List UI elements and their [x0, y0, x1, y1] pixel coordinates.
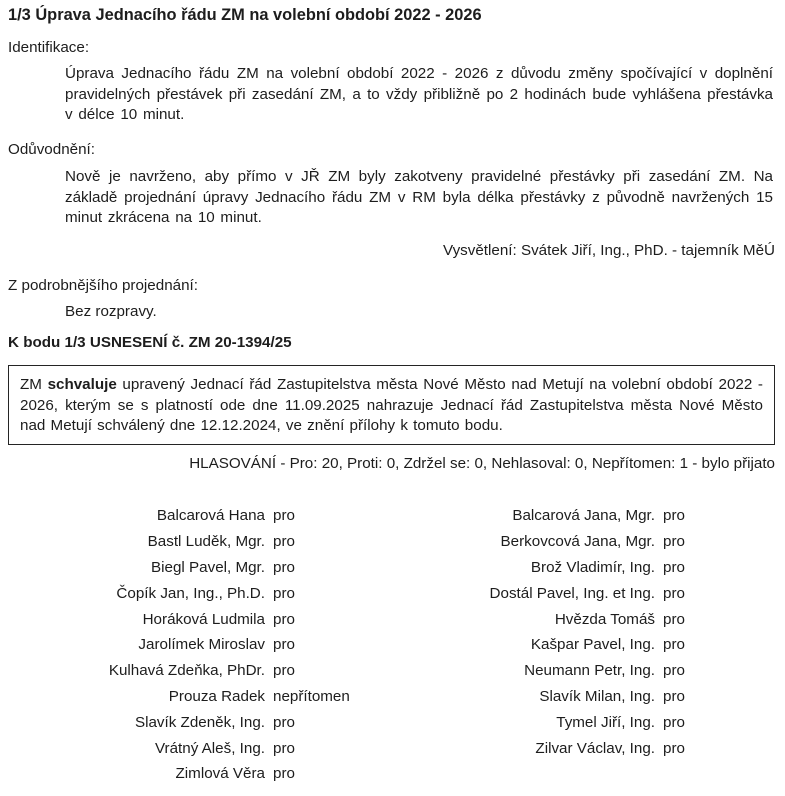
vote-value: pro: [663, 533, 685, 551]
voter-name: Neumann Petr, Ing.: [524, 662, 655, 680]
discussion-text: Bez rozpravy.: [65, 303, 157, 320]
explanation-line: Vysvětlení: Svátek Jiří, Ing., PhD. - tajemník MěÚ: [443, 242, 775, 259]
voting-table: [0, 503, 785, 787]
vote-value: pro: [663, 636, 685, 654]
vote-value: pro: [663, 584, 685, 602]
vote-value: pro: [273, 662, 295, 680]
vote-value: pro: [663, 687, 685, 705]
voter-name: Jarolímek Miroslav: [138, 636, 265, 654]
voter-name: Balcarová Hana: [156, 507, 265, 525]
discussion-label: Z podrobnějšího projednání:: [8, 277, 198, 294]
vote-value: nepřítomen: [273, 687, 350, 705]
vote-value: pro: [273, 584, 295, 602]
resolution-body: upravený Jednací řád Zastupitelstva města Nové Město nad Metují na volební období 2022 - 2026, kterým se s platností ode dne 11.09.2025 nahrazuje Jednací řád Zastupitelstva města Nové Město nad Metují schválený dne 12.12.2024, ve znění přílohy k tomuto bodu.: [20, 376, 763, 434]
resolution-verb: schvaluje: [47, 376, 117, 393]
resolution-prefix: ZM: [20, 376, 48, 393]
voter-name: Balcarová Jana, Mgr.: [512, 507, 655, 525]
resolution-heading: K bodu 1/3 USNESENÍ č. ZM 20-1394/25: [8, 334, 292, 351]
vote-value: pro: [273, 533, 295, 551]
voter-name: Vrátný Aleš, Ing.: [154, 739, 265, 757]
vote-row: [0, 503, 785, 529]
voter-name: Zimlová Věra: [175, 765, 265, 783]
justification-label: Odůvodnění:: [8, 141, 95, 158]
vote-row: [0, 709, 785, 735]
voter-name: Slavík Zdeněk, Ing.: [134, 713, 265, 731]
vote-value: pro: [273, 507, 295, 525]
vote-row: [0, 632, 785, 658]
voter-name: Horáková Ludmila: [142, 610, 265, 628]
vote-value: pro: [663, 739, 685, 757]
vote-value: pro: [663, 610, 685, 628]
voter-name: Prouza Radek: [168, 687, 265, 705]
voter-name: Bastl Luděk, Mgr.: [147, 533, 265, 551]
voter-name: Kašpar Pavel, Ing.: [530, 636, 655, 654]
vote-value: pro: [273, 610, 295, 628]
vote-row: [0, 735, 785, 761]
voting-summary: HLASOVÁNÍ - Pro: 20, Proti: 0, Zdržel se: 0, Nehlasoval: 0, Nepřítomen: 1 - bylo přijato: [189, 455, 775, 472]
vote-row: [0, 684, 785, 710]
identification-paragraph: Úprava Jednacího řádu ZM na volební období 2022 - 2026 z důvodu změny spočívající v doplnění pravidelných přestávek při zasedání ZM, a to vždy přibližně po 2 hodinách bude vyhlášena přestávka v délce 10 minut.: [65, 65, 773, 124]
vote-value: pro: [273, 739, 295, 757]
vote-row: [0, 529, 785, 555]
voter-name: Kulhavá Zdeňka, PhDr.: [108, 662, 265, 680]
voter-name: Hvězda Tomáš: [554, 610, 655, 628]
vote-value: pro: [273, 636, 295, 654]
voter-name: Tymel Jiří, Ing.: [556, 713, 655, 731]
resolution-box: [8, 365, 775, 445]
vote-value: pro: [273, 558, 295, 576]
vote-row: [0, 658, 785, 684]
vote-value: pro: [663, 558, 685, 576]
voter-name: Slavík Milan, Ing.: [539, 687, 655, 705]
page-title: 1/3 Úprava Jednacího řádu ZM na volební období 2022 - 2026: [8, 6, 482, 24]
voter-name: Brož Vladimír, Ing.: [530, 558, 655, 576]
justification-paragraph: Nově je navrženo, aby přímo v JŘ ZM byly zakotveny pravidelné přestávky při zasedání ZM. Na základě projednání úpravy Jednacího řádu ZM v RM byla délka přestávky z původně navržených 15 minut zkrácena na 10 minut.: [65, 168, 773, 227]
identification-label: Identifikace:: [8, 39, 90, 56]
vote-row: [0, 580, 785, 606]
vote-row: [0, 761, 785, 787]
voter-name: Biegl Pavel, Mgr.: [151, 558, 265, 576]
vote-value: pro: [663, 662, 685, 680]
vote-value: pro: [273, 713, 295, 731]
vote-row: [0, 555, 785, 581]
voter-name: Čopík Jan, Ing., Ph.D.: [116, 584, 265, 602]
vote-row: [0, 606, 785, 632]
vote-value: pro: [663, 713, 685, 731]
voter-name: Berkovcová Jana, Mgr.: [500, 533, 655, 551]
vote-value: pro: [663, 507, 685, 525]
voter-name: Zilvar Václav, Ing.: [535, 739, 655, 757]
vote-value: pro: [273, 765, 295, 783]
voter-name: Dostál Pavel, Ing. et Ing.: [489, 584, 655, 602]
